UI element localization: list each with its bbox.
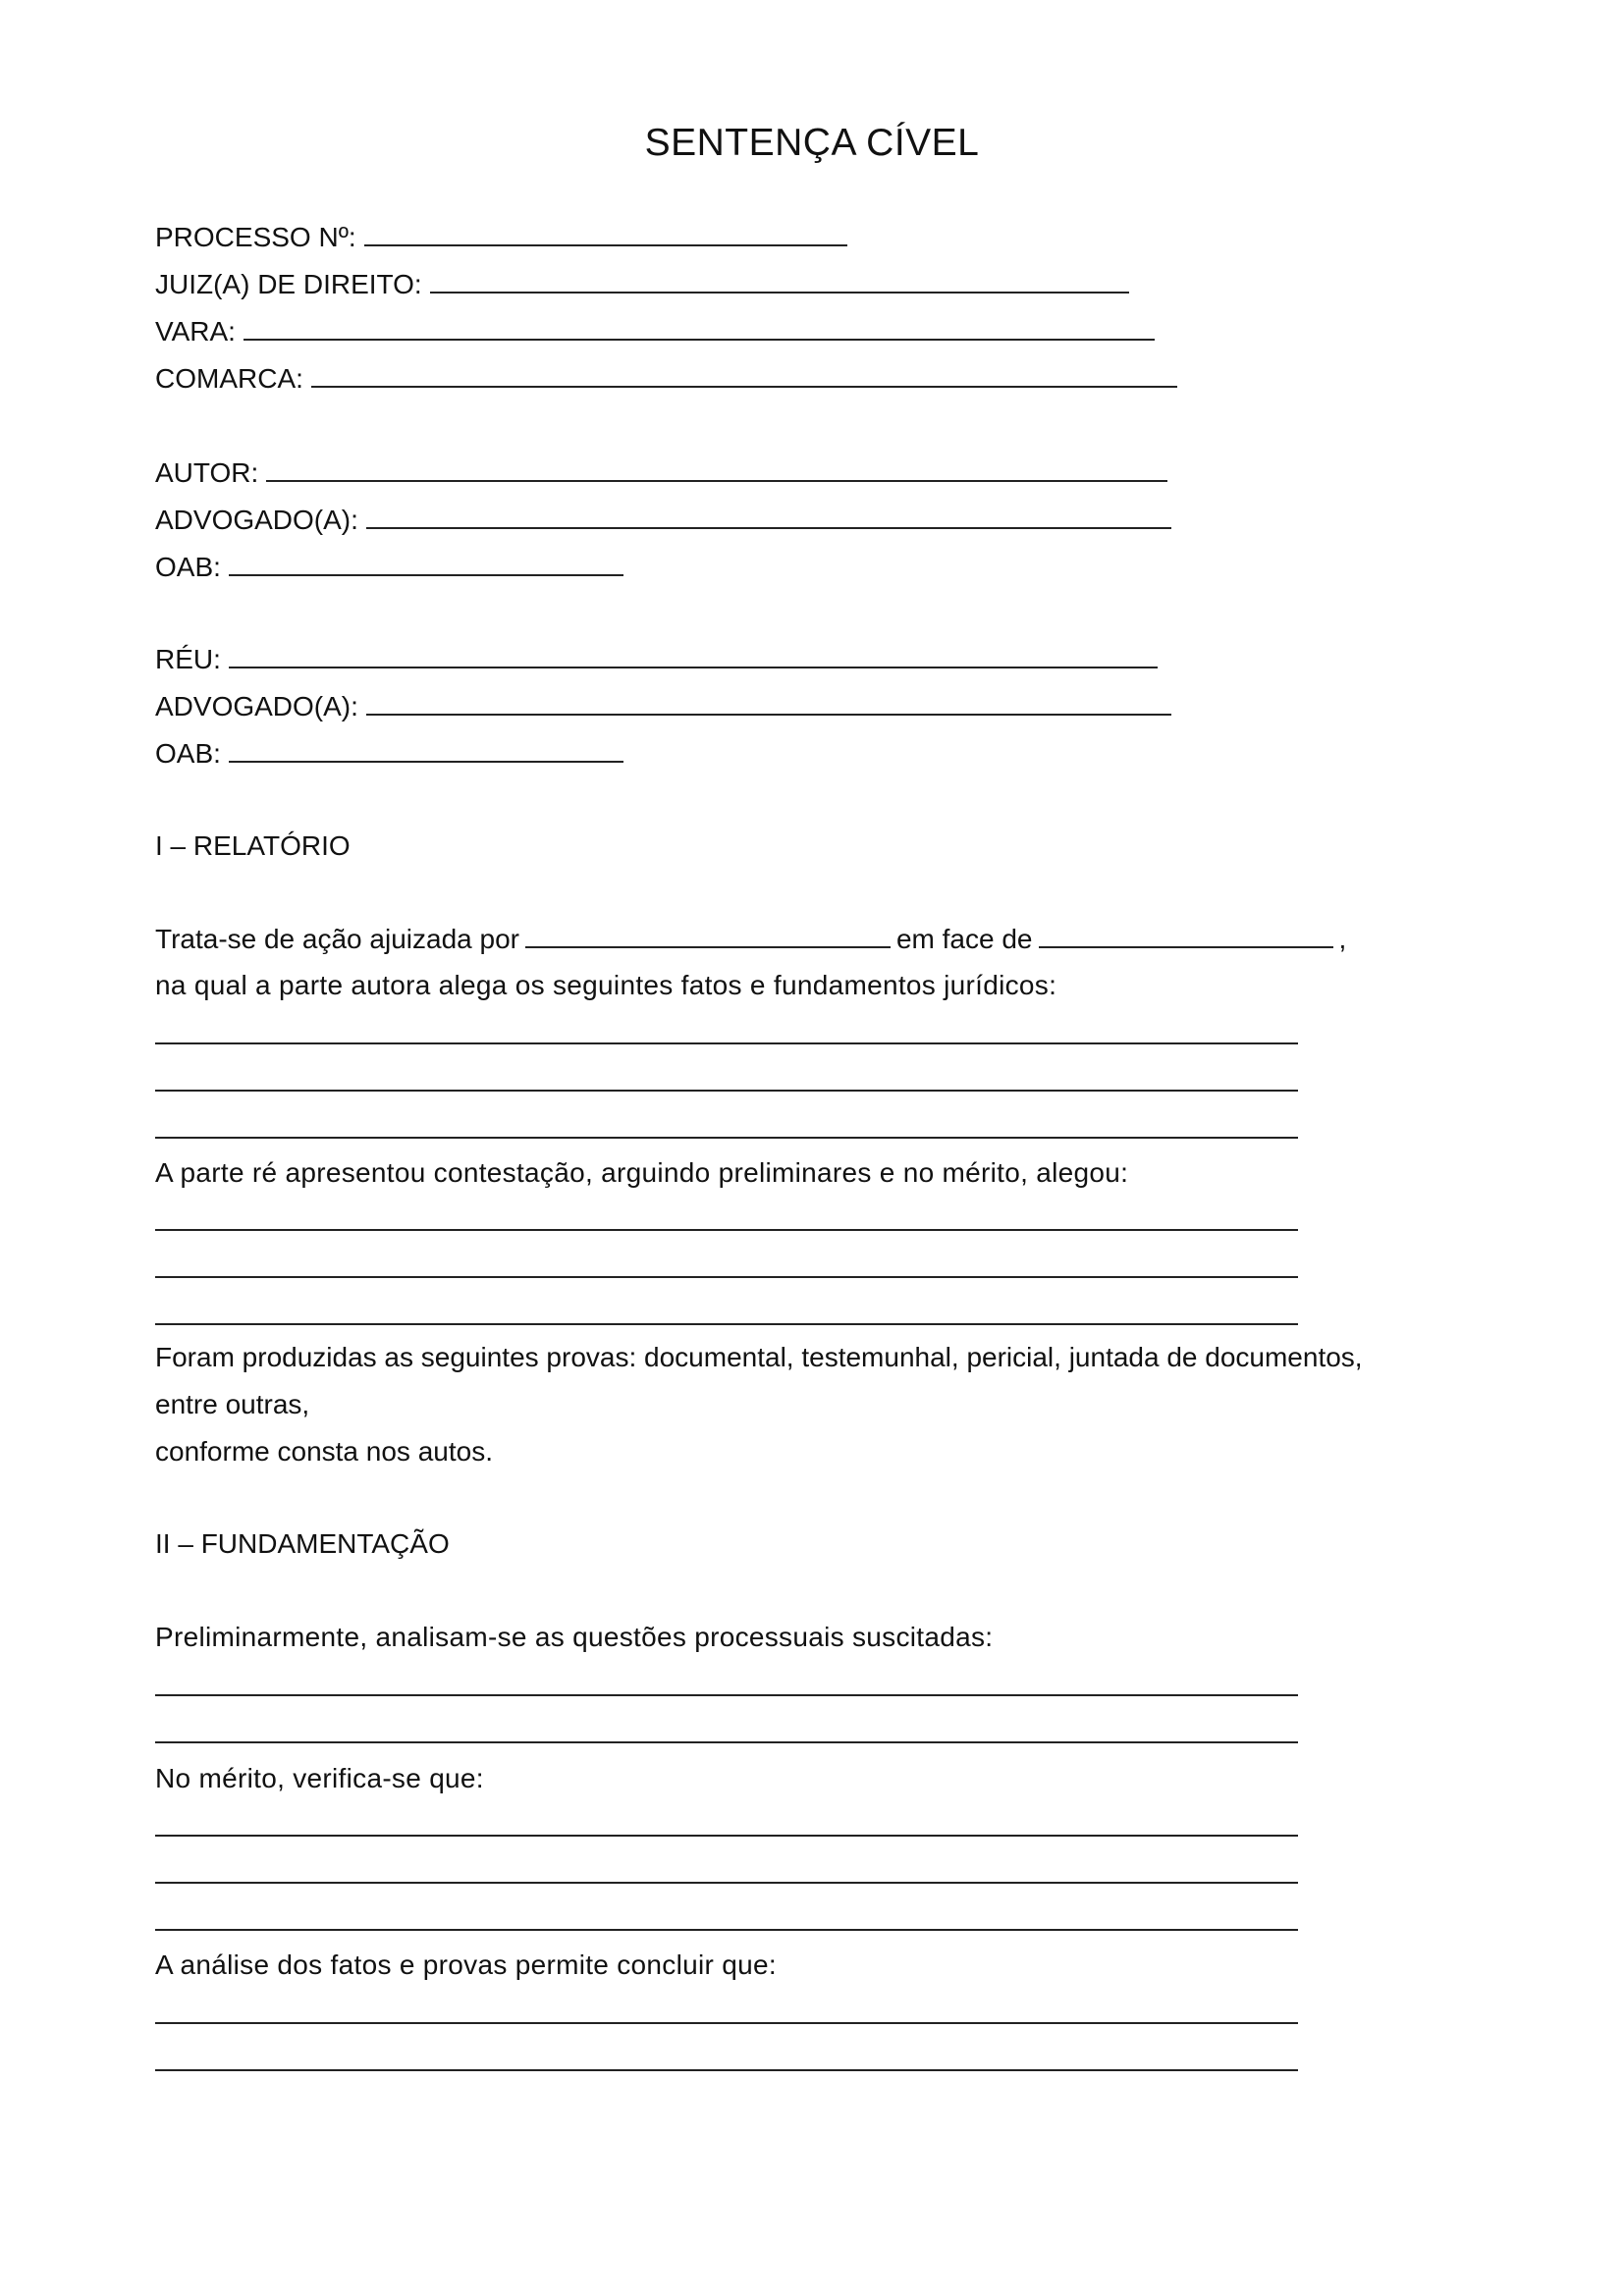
field-autor-advogado: [155, 501, 1171, 540]
field-vara-label: VARA:: [155, 316, 236, 347]
field-processo-label: PROCESSO Nº:: [155, 222, 356, 252]
field-processo: [155, 218, 847, 257]
fundamentacao-merito-line-2[interactable]: [155, 1882, 1298, 1884]
section-heading-relatorio: I – RELATÓRIO: [155, 830, 351, 861]
field-autor-advogado-label: ADVOGADO(A):: [155, 505, 358, 535]
section-heading-fundamentacao: II – FUNDAMENTAÇÃO: [155, 1528, 450, 1559]
field-comarca-blank[interactable]: [311, 360, 1177, 388]
field-reu-advogado-label: ADVOGADO(A):: [155, 691, 358, 721]
fundamentacao-preliminar-line-2[interactable]: [155, 1741, 1298, 1743]
field-vara: [155, 312, 1155, 351]
relatorio-re-contestacao: A parte ré apresentou contestação, arguindo preliminares e no mérito, alegou:: [155, 1157, 1129, 1188]
field-comarca-label: COMARCA:: [155, 363, 303, 394]
field-autor-oab-blank[interactable]: [229, 549, 623, 576]
fundamentacao-merito-line-3[interactable]: [155, 1929, 1298, 1931]
relatorio-reu-blank[interactable]: [1039, 921, 1333, 948]
fundamentacao-analise-line-2[interactable]: [155, 2069, 1298, 2071]
relatorio-autor-blank[interactable]: [525, 921, 891, 948]
field-comarca: [155, 359, 1177, 399]
field-autor-oab: [155, 548, 623, 587]
field-juiz-blank[interactable]: [430, 266, 1129, 294]
field-reu-oab: [155, 734, 623, 774]
relatorio-trata-prefix: Trata-se de ação ajuizada por: [155, 924, 519, 954]
relatorio-autora-line-1[interactable]: [155, 1042, 1298, 1044]
fundamentacao-merito-line-1[interactable]: [155, 1835, 1298, 1837]
field-autor-advogado-blank[interactable]: [366, 502, 1171, 529]
document-title: SENTENÇA CÍVEL: [644, 122, 980, 164]
field-reu-advogado: [155, 687, 1171, 726]
field-reu: [155, 640, 1158, 679]
field-autor-label: AUTOR:: [155, 457, 259, 488]
field-reu-label: RÉU:: [155, 644, 221, 674]
relatorio-autora-line-3[interactable]: [155, 1137, 1298, 1139]
field-autor-oab-label: OAB:: [155, 552, 221, 582]
relatorio-trata-se: [155, 920, 1346, 959]
field-autor: [155, 454, 1167, 493]
relatorio-provas-line-3: conforme consta nos autos.: [155, 1436, 493, 1467]
fundamentacao-merito: No mérito, verifica-se que:: [155, 1763, 484, 1793]
fundamentacao-preliminar-line-1[interactable]: [155, 1694, 1298, 1696]
field-reu-oab-label: OAB:: [155, 738, 221, 769]
relatorio-provas-line-2: entre outras,: [155, 1389, 310, 1419]
relatorio-re-line-3[interactable]: [155, 1323, 1298, 1325]
relatorio-trata-suffix: ,: [1338, 924, 1347, 954]
fundamentacao-analise-line-1[interactable]: [155, 2022, 1298, 2024]
field-vara-blank[interactable]: [244, 313, 1155, 341]
relatorio-autora-line-2[interactable]: [155, 1090, 1298, 1092]
fundamentacao-preliminarmente: Preliminarmente, analisam-se as questões processuais suscitadas:: [155, 1622, 994, 1652]
field-juiz: [155, 265, 1129, 304]
field-reu-advogado-blank[interactable]: [366, 688, 1171, 716]
fundamentacao-analise: A análise dos fatos e provas permite concluir que:: [155, 1949, 777, 1980]
relatorio-re-line-1[interactable]: [155, 1229, 1298, 1231]
relatorio-re-line-2[interactable]: [155, 1276, 1298, 1278]
field-autor-blank[interactable]: [266, 454, 1167, 482]
relatorio-provas-line-1: Foram produzidas as seguintes provas: documental, testemunhal, pericial, juntada de documentos,: [155, 1342, 1363, 1372]
relatorio-autora-alega: na qual a parte autora alega os seguintes fatos e fundamentos jurídicos:: [155, 970, 1057, 1000]
relatorio-trata-middle: em face de: [895, 924, 1033, 954]
field-reu-blank[interactable]: [229, 641, 1158, 668]
field-processo-blank[interactable]: [364, 219, 847, 246]
field-reu-oab-blank[interactable]: [229, 735, 623, 763]
field-juiz-label: JUIZ(A) DE DIREITO:: [155, 269, 422, 299]
